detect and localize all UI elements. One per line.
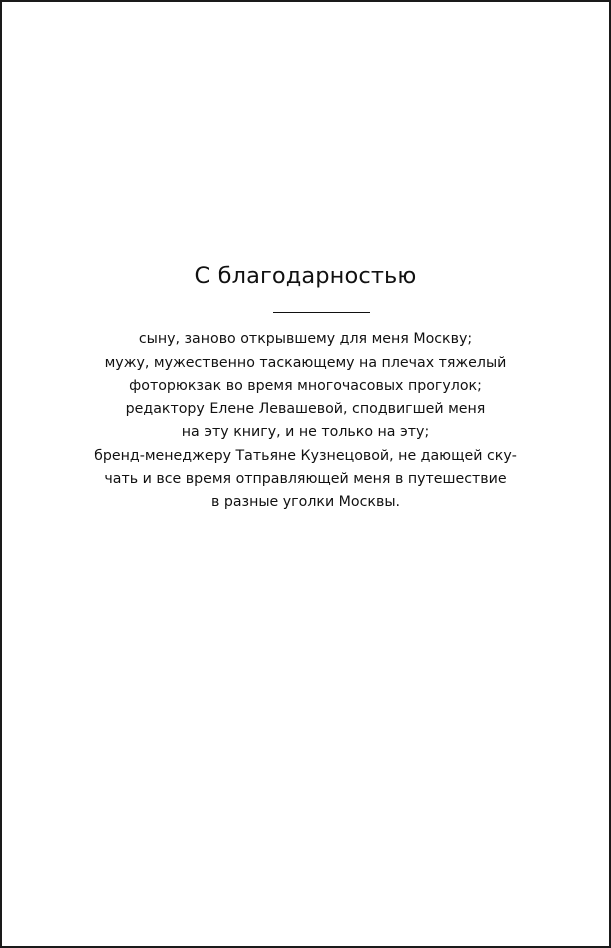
dedication-line: на эту книгу, и не только на эту; <box>181 424 430 440</box>
dedication-paragraph <box>2 398 609 444</box>
dedication-list <box>2 328 609 514</box>
dedication-line: редактору Елене Левашевой, сподвигшей меня <box>125 401 486 417</box>
dedication-line: сыну, заново открывшему для меня Москву; <box>138 331 473 347</box>
dedication-line: бренд-менеджеру Татьяне Кузнецовой, не дающей ску- <box>94 447 517 464</box>
dedication-line: фоторюкзак во время многочасовых прогулок; <box>129 377 482 394</box>
title-divider <box>273 312 370 313</box>
dedication-line: в разные уголки Москвы. <box>210 493 401 510</box>
dedication-paragraph <box>2 352 609 398</box>
dedication-paragraph <box>2 328 609 351</box>
dedication-line: чать и все время отправляющей меня в путешествие <box>104 470 507 487</box>
page-title: С благодарностью <box>194 263 417 289</box>
dedication-line: мужу, мужественно таскающему на плечах тяжелый <box>104 354 507 371</box>
dedication-paragraph <box>2 445 609 514</box>
